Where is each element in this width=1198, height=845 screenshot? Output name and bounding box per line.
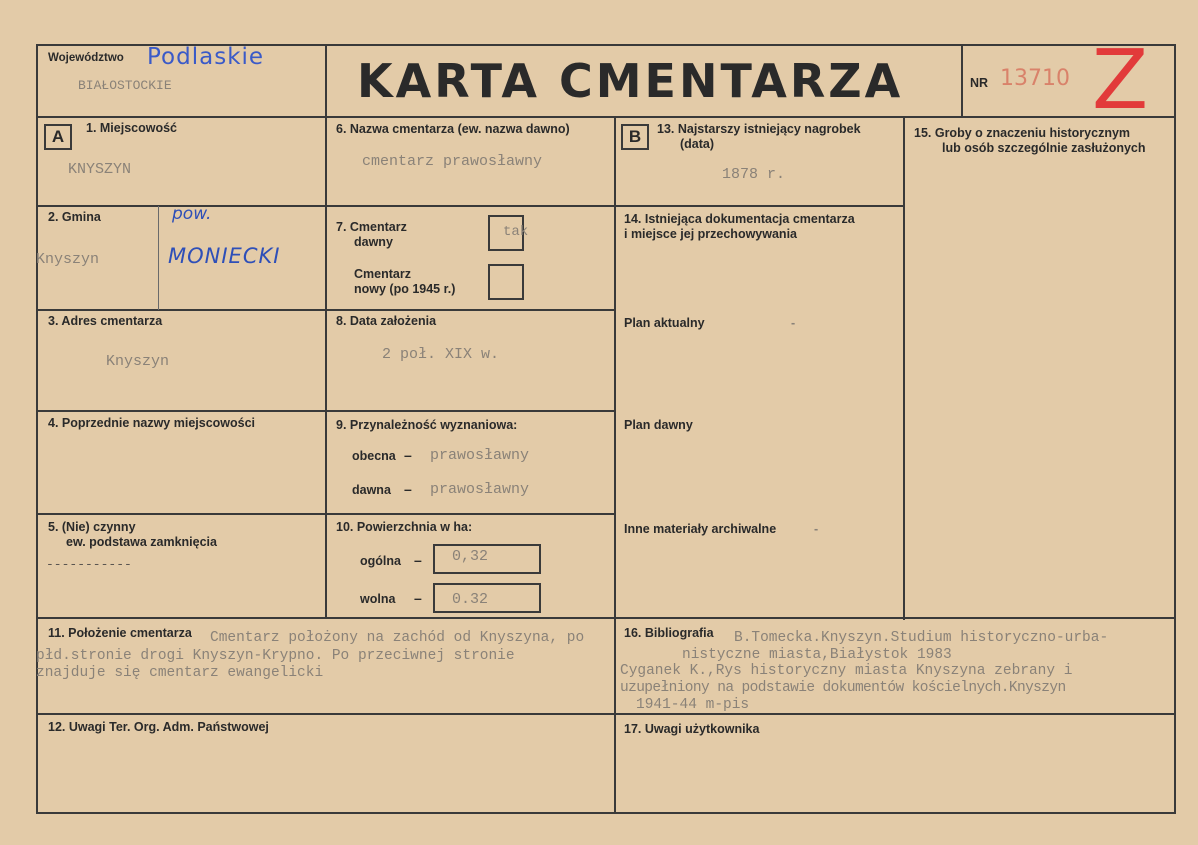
f5-label-2: ew. podstawa zamknięcia bbox=[66, 535, 217, 549]
z-mark: Z bbox=[1092, 33, 1149, 128]
nr-label: NR bbox=[970, 76, 989, 90]
col-vline-1 bbox=[325, 116, 327, 618]
f2-value: Knyszyn bbox=[36, 251, 100, 268]
f2-hand-value: MONIECKI bbox=[168, 244, 281, 268]
row-line-5 bbox=[36, 617, 1176, 619]
b-row-line-1 bbox=[614, 205, 905, 207]
f7-new-checkbox[interactable] bbox=[488, 264, 524, 300]
f1-label: 1. Miejscowość bbox=[86, 121, 178, 135]
f16-line-5: 1941-44 m-pis bbox=[636, 697, 750, 713]
f17-label: 17. Uwagi użytkownika bbox=[624, 722, 760, 736]
f15-label-2: lub osób szczególnie zasłużonych bbox=[942, 141, 1146, 155]
f9-current-dash: – bbox=[404, 447, 412, 463]
f2-label: 2. Gmina bbox=[48, 210, 101, 224]
f6-value: cmentarz prawosławny bbox=[362, 153, 543, 170]
f8-value: 2 poł. XIX w. bbox=[382, 346, 500, 363]
f2-divider bbox=[158, 206, 159, 310]
f7-label-1: 7. Cmentarz bbox=[336, 220, 407, 234]
header-vline-1 bbox=[325, 44, 327, 118]
f11-line-1: Cmentarz położony na zachód od Knyszyna, po bbox=[210, 630, 585, 646]
f14-label-2: i miejsce jej przechowywania bbox=[624, 227, 797, 241]
wojewodztwo-stamp: Podlaskie bbox=[147, 44, 265, 70]
f16-line-3: Cyganek K.,Rys historyczny miasta Knyszyna zebrany i bbox=[620, 663, 1073, 679]
header-divider bbox=[36, 116, 1176, 118]
f9-current-label: obecna bbox=[352, 449, 396, 463]
f2-hand-pow: pow. bbox=[172, 204, 212, 224]
f1-value: KNYSZYN bbox=[68, 161, 132, 178]
f7-label-2: dawny bbox=[354, 235, 393, 249]
f9-current-value: prawosławny bbox=[430, 447, 530, 464]
f9-former-value: prawosławny bbox=[430, 481, 530, 498]
f10-free-dash: – bbox=[414, 590, 422, 606]
f9-former-dash: – bbox=[404, 481, 412, 497]
f9-label: 9. Przynależność wyznaniowa: bbox=[336, 418, 518, 432]
f7b-label-1: Cmentarz bbox=[354, 267, 411, 281]
f11-label: 11. Położenie cmentarza bbox=[48, 626, 192, 640]
archive-label: Inne materiały archiwalne bbox=[624, 522, 777, 536]
row-line-1 bbox=[36, 205, 616, 207]
f10-total-label: ogólna bbox=[360, 554, 401, 568]
f12-label: 12. Uwagi Ter. Org. Adm. Państwowej bbox=[48, 720, 269, 734]
f3-label: 3. Adres cmentarza bbox=[48, 314, 163, 328]
f4-label: 4. Poprzednie nazwy miejscowości bbox=[48, 416, 256, 430]
plan-former-label: Plan dawny bbox=[624, 418, 693, 432]
f3-value: Knyszyn bbox=[106, 353, 170, 370]
row-line-3 bbox=[36, 410, 616, 412]
f15-label-1: 15. Groby o znaczeniu historycznym bbox=[914, 126, 1131, 140]
section-a-tag: A bbox=[44, 124, 72, 150]
f7b-label-2: nowy (po 1945 r.) bbox=[354, 282, 456, 296]
f13-label-1: 13. Najstarszy istniejący nagrobek bbox=[657, 122, 861, 136]
f16-line-2: nistyczne miasta,Białystok 1983 bbox=[682, 647, 952, 663]
f9-former-label: dawna bbox=[352, 483, 391, 497]
header-vline-2 bbox=[961, 44, 963, 118]
f6-label: 6. Nazwa cmentarza (ew. nazwa dawno) bbox=[336, 122, 570, 136]
archive-value: - bbox=[814, 522, 819, 536]
f16-label: 16. Bibliografia bbox=[624, 626, 714, 640]
f10-free-value: 0.32 bbox=[452, 591, 489, 608]
f10-total-value: 0,32 bbox=[452, 548, 489, 565]
page-title: KARTA CMENTARZA bbox=[357, 54, 904, 108]
f7-old-value: tak bbox=[503, 224, 529, 240]
col-vline-3 bbox=[903, 116, 905, 620]
row-line-4 bbox=[36, 513, 616, 515]
f10-label: 10. Powierzchnia w ha: bbox=[336, 520, 473, 534]
f16-line-4: uzupełniony na podstawie dokumentów kościelnych.Knyszyn bbox=[620, 680, 1066, 696]
f8-label: 8. Data założenia bbox=[336, 314, 437, 328]
f5-value: ----------- bbox=[46, 557, 132, 572]
f10-free-label: wolna bbox=[360, 592, 396, 606]
f13-value: 1878 r. bbox=[722, 166, 786, 183]
wojewodztwo-old: BIAŁOSTOCKIE bbox=[78, 78, 172, 93]
section-b-tag: B bbox=[621, 124, 649, 150]
plan-current-value: - bbox=[791, 316, 796, 330]
nr-value: 13710 bbox=[1000, 66, 1070, 91]
col-vline-2 bbox=[614, 116, 616, 812]
plan-current-label: Plan aktualny bbox=[624, 316, 705, 330]
row-line-2 bbox=[36, 309, 616, 311]
f10-total-dash: – bbox=[414, 552, 422, 568]
wojewodztwo-label: Województwo bbox=[48, 52, 124, 64]
f11-line-2: płd.stronie drogi Knyszyn-Krypno. Po przeciwnej stronie bbox=[36, 648, 515, 664]
f14-label-1: 14. Istniejąca dokumentacja cmentarza bbox=[624, 212, 855, 226]
f11-line-3: znajduje się cmentarz ewangelicki bbox=[36, 665, 324, 681]
f5-label-1: 5. (Nie) czynny bbox=[48, 520, 136, 534]
row-line-6 bbox=[36, 713, 1176, 715]
f16-line-1: B.Tomecka.Knyszyn.Studium historyczno-urba- bbox=[734, 630, 1109, 646]
f13-label-2: (data) bbox=[680, 137, 715, 151]
